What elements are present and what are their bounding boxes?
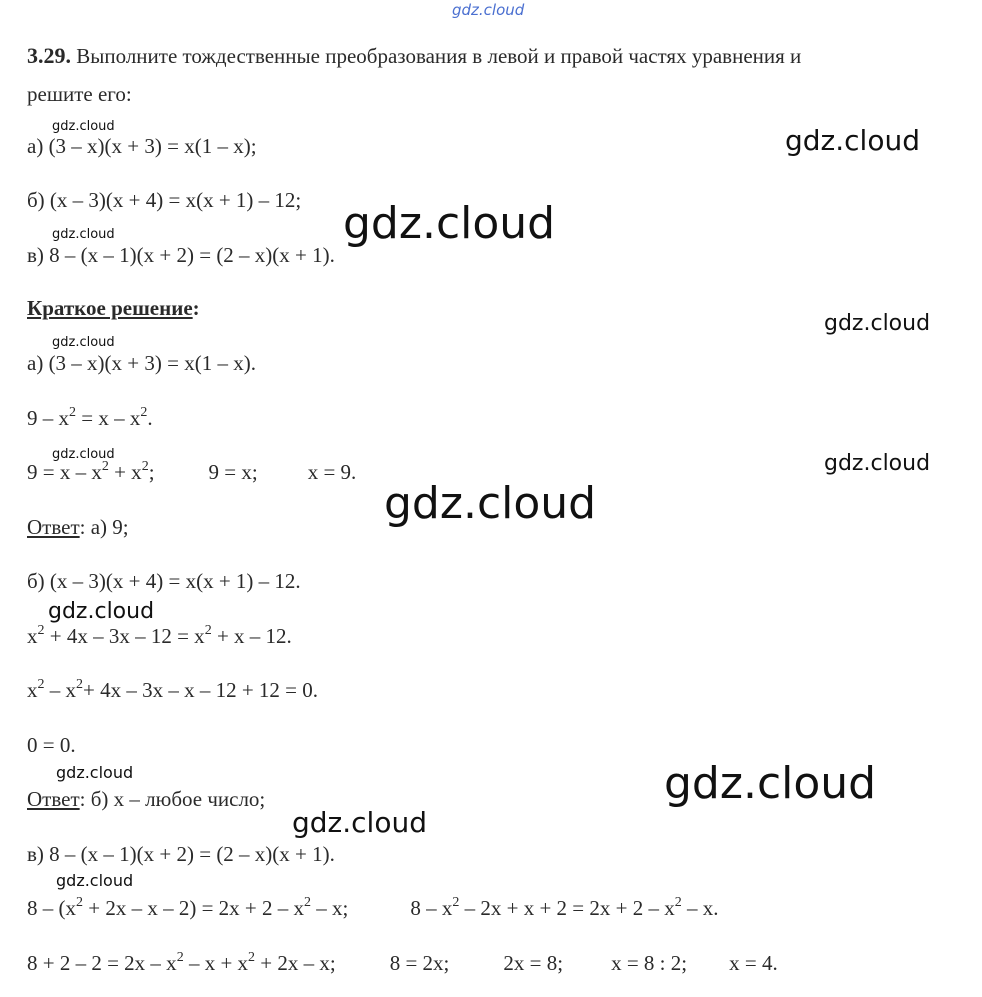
watermark-small: gdz.cloud bbox=[824, 311, 931, 336]
watermark-large: gdz.cloud bbox=[384, 478, 597, 529]
problem-item-b: б) (x – 3)(x + 4) = x(x + 1) – 12; bbox=[27, 188, 302, 212]
solution-b-answer bbox=[27, 787, 265, 811]
exponent: 2 bbox=[37, 623, 45, 638]
math-term: x = 4. bbox=[729, 951, 778, 975]
watermark-small: gdz.cloud bbox=[52, 335, 115, 350]
exponent: 2 bbox=[76, 677, 83, 692]
math-term: + x bbox=[108, 460, 142, 484]
answer-label: Ответ bbox=[27, 787, 80, 811]
math-term: – 2x + x + 2 = 2x + 2 – x bbox=[459, 896, 675, 920]
exponent: 2 bbox=[176, 950, 184, 965]
watermark-medium: gdz.cloud bbox=[785, 124, 920, 157]
exponent: 2 bbox=[248, 950, 256, 965]
watermark-small: gdz.cloud bbox=[48, 599, 155, 624]
solution-heading: Краткое решение bbox=[27, 296, 193, 320]
math-term: + 2x – x – 2) = 2x + 2 – x bbox=[83, 896, 305, 920]
solution-a-step1 bbox=[27, 406, 153, 430]
math-term: 8 = 2x; bbox=[389, 951, 450, 975]
problem-text: Выполните тождественные преобразования в левой и правой частях уравнения и bbox=[76, 44, 802, 68]
exponent: 2 bbox=[101, 459, 109, 474]
solution-a-answer bbox=[27, 515, 129, 539]
solution-v-step1 bbox=[27, 896, 719, 920]
exponent: 2 bbox=[204, 623, 212, 638]
watermark-small: gdz.cloud bbox=[824, 451, 931, 476]
math-term: 9 = x – x bbox=[27, 460, 102, 484]
watermark-large: gdz.cloud bbox=[343, 198, 556, 249]
answer-value: : а) 9; bbox=[79, 515, 129, 539]
solution-b-equation: б) (x – 3)(x + 4) = x(x + 1) – 12. bbox=[27, 569, 301, 593]
math-term: + 4x – 3x – 12 = x bbox=[44, 624, 205, 648]
problem-statement-line1 bbox=[27, 44, 801, 68]
problem-statement-line2: решите его: bbox=[27, 82, 132, 106]
solution-a-equation: а) (3 – x)(x + 3) = x(1 – x). bbox=[27, 351, 256, 375]
solution-heading-line bbox=[27, 296, 200, 320]
solution-b-step2 bbox=[27, 678, 318, 702]
math-term: + x – 12. bbox=[211, 624, 292, 648]
math-term: 8 + 2 – 2 = 2x – x bbox=[27, 951, 177, 975]
watermark-small: gdz.cloud bbox=[56, 763, 134, 782]
watermark-medium: gdz.cloud bbox=[292, 806, 427, 839]
math-term: 8 – x bbox=[410, 896, 453, 920]
answer-value: : б) x – любое число; bbox=[79, 787, 266, 811]
solution-b-step3: 0 = 0. bbox=[27, 733, 76, 757]
math-term: x bbox=[27, 678, 38, 702]
math-term: – x; bbox=[311, 896, 349, 920]
answer-label: Ответ bbox=[27, 515, 80, 539]
math-term: 9 – x bbox=[27, 406, 69, 430]
solution-b-step1 bbox=[27, 624, 292, 648]
solution-heading-colon: : bbox=[192, 296, 200, 320]
math-term: x bbox=[27, 624, 38, 648]
math-term: + 4x – 3x – x – 12 + 12 = 0. bbox=[83, 678, 319, 702]
exponent: 2 bbox=[141, 459, 149, 474]
math-term: + 2x – x; bbox=[255, 951, 336, 975]
exponent: 2 bbox=[452, 895, 460, 910]
math-term: – x. bbox=[681, 896, 719, 920]
math-term: . bbox=[147, 406, 153, 430]
exponent: 2 bbox=[140, 405, 148, 420]
watermark-large: gdz.cloud bbox=[664, 758, 877, 809]
solution-v-step2 bbox=[27, 951, 778, 975]
solution-v-equation: в) 8 – (x – 1)(x + 2) = (2 – x)(x + 1). bbox=[27, 842, 335, 866]
math-term: 9 = x; bbox=[208, 460, 258, 484]
watermark-small: gdz.cloud bbox=[52, 119, 115, 134]
problem-item-v: в) 8 – (x – 1)(x + 2) = (2 – x)(x + 1). bbox=[27, 243, 335, 267]
exponent: 2 bbox=[76, 895, 83, 910]
exponent: 2 bbox=[674, 895, 682, 910]
math-term: 2x = 8; bbox=[503, 951, 564, 975]
math-term: – x bbox=[44, 678, 76, 702]
math-term: 8 – (x bbox=[27, 896, 76, 920]
watermark-small: gdz.cloud bbox=[52, 227, 115, 242]
watermark-top: gdz.cloud bbox=[452, 1, 525, 19]
exponent: 2 bbox=[304, 895, 312, 910]
problem-number: 3.29. bbox=[27, 43, 71, 68]
solution-a-step2 bbox=[27, 460, 356, 484]
math-term: x = 9. bbox=[307, 460, 357, 484]
math-term: x = 8 : 2; bbox=[611, 951, 688, 975]
problem-item-a: а) (3 – x)(x + 3) = x(1 – x); bbox=[27, 134, 257, 158]
math-term: – x + x bbox=[183, 951, 249, 975]
watermark-small: gdz.cloud bbox=[56, 871, 134, 890]
exponent: 2 bbox=[37, 677, 45, 692]
watermark-small: gdz.cloud bbox=[52, 447, 115, 462]
math-term: = x – x bbox=[76, 406, 141, 430]
exponent: 2 bbox=[69, 405, 76, 420]
math-term: ; bbox=[148, 460, 155, 484]
